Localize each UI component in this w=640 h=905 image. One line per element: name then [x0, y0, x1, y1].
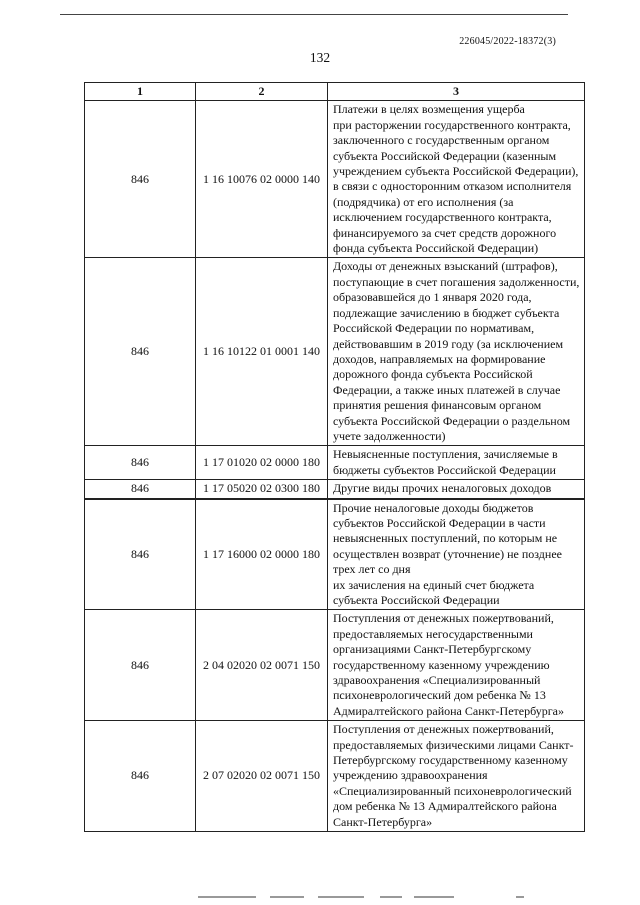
column-header-2: 2 [196, 83, 328, 101]
table-row [85, 610, 585, 721]
budget-code-cell: 2 04 02020 02 0071 150 [196, 610, 328, 721]
admin-code-cell: 846 [85, 610, 196, 721]
table-header-row [85, 83, 585, 101]
description-cell: Другие виды прочих неналоговых доходов [328, 480, 585, 499]
column-header-3: 3 [328, 83, 585, 101]
column-header-1: 1 [85, 83, 196, 101]
admin-code-cell: 846 [85, 101, 196, 258]
page-number: 132 [309, 50, 331, 65]
description-cell: Доходы от денежных взысканий (штрафов), поступающие в счет погашения задолженности, образовавшейся до 1 января 2020 года, подлежащие зачислению в бюджет субъекта Российской Федерации по нормативам, действовавшим в 2019 году (за исключением доходов, направляемых на формирование дорожного фонда субъекта Российской Федерации, а также иных платежей в случае принятия решения финансовым органом субъекта Российской Федерации о раздельном учете задолженности) [328, 258, 585, 446]
table-row [85, 258, 585, 446]
description-cell: Прочие неналоговые доходы бюджетов субъектов Российской Федерации в части невыясненных поступлений, по которым не осуществлен возврат (уточнение) не позднее трех лет со дня их зачисления на единый счет бюджета субъекта Российской Федерации [328, 499, 585, 610]
top-rule [60, 14, 568, 15]
table-row [85, 721, 585, 832]
admin-code-cell: 846 [85, 721, 196, 832]
description-cell: Поступления от денежных пожертвований, предоставляемых негосударственными организациями Санкт-Петербургскому государственному казенному учреждению здравоохранения «Специализированный психоневрологический дом ребенка № 13 Адмиралтейского района Санкт-Петербурга» [328, 610, 585, 721]
table-row [85, 101, 585, 258]
budget-code-cell: 1 17 16000 02 0000 180 [196, 499, 328, 610]
table-row [85, 499, 585, 610]
budget-code-cell: 1 16 10076 02 0000 140 [196, 101, 328, 258]
admin-code-cell: 846 [85, 499, 196, 610]
description-cell: Невыясненные поступления, зачисляемые в бюджеты субъектов Российской Федерации [328, 446, 585, 480]
admin-code-cell: 846 [85, 258, 196, 446]
income-codes-table [84, 82, 585, 832]
description-cell: Платежи в целях возмещения ущерба при расторжении государственного контракта, заключенного с государственным органом субъекта Российской Федерации (казенным учреждением субъекта Российской Федерации), в связи с односторонним отказом исполнителя (подрядчика) от его исполнения (за исключением государственного контракта, финансируемого за счет средств дорожного фонда субъекта Российской Федерации) [328, 101, 585, 258]
scan-bottom-marks [198, 896, 528, 900]
table-row [85, 480, 585, 499]
admin-code-cell: 846 [85, 446, 196, 480]
budget-code-cell: 1 16 10122 01 0001 140 [196, 258, 328, 446]
document-number: 226045/2022-18372(3) [459, 36, 556, 47]
budget-code-cell: 1 17 05020 02 0300 180 [196, 480, 328, 499]
description-cell: Поступления от денежных пожертвований, предоставляемых физическими лицами Санкт-Петербургскому государственному казенному учреждению здравоохранения «Специализированный психоневрологический дом ребенка № 13 Адмиралтейского района Санкт-Петербурга» [328, 721, 585, 832]
table-row [85, 446, 585, 480]
budget-code-cell: 2 07 02020 02 0071 150 [196, 721, 328, 832]
admin-code-cell: 846 [85, 480, 196, 499]
budget-code-cell: 1 17 01020 02 0000 180 [196, 446, 328, 480]
